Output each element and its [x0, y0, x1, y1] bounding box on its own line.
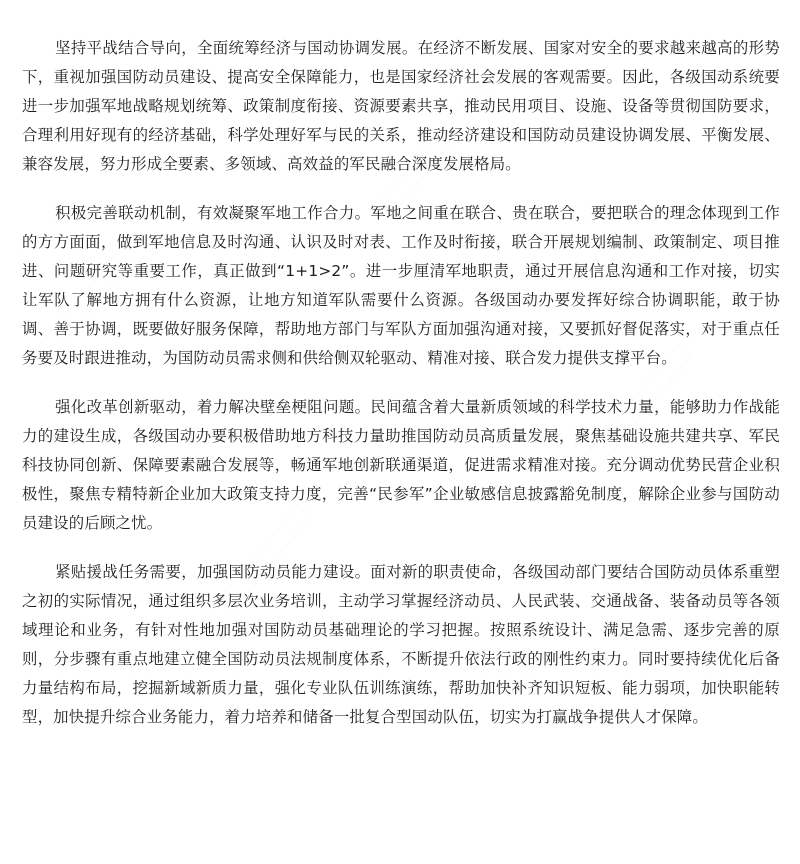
paragraph-peacetime-wartime-integration: 坚持平战结合导向，全面统筹经济与国动协调发展。在经济不断发展、国家对安全的要求越来越高的形势下，重视加强国防动员建设、提高安全保障能力，也是国家经济社会发展的客观需要。因此，各级国动系统要进一步加强军地战略规划统筹、政策制度衔接、资源要素共享，推动民用项目、设施、设备等贯彻国防要求，合理利用好现有的经济基础，科学处理好军与民的关系，推动经济建设和国防动员建设协调发展、平衡发展、兼容发展，努力形成全要素、多领域、高效益的军民融合深度发展格局。 [22, 39, 780, 173]
paragraph-linkage-mechanism: 积极完善联动机制，有效凝聚军地工作合力。军地之间重在联合、贵在联合，要把联合的理念体现到工作的方方面面，做到军地信息及时沟通、认识及时对表、工作及时衔接，联合开展规划编制、政策制定、项目推进、问题研究等重要工作，真正做到“1+1>2”。进一步厘清军地职责，通过开展信息沟通和工作对接，切实让军队了解地方拥有什么资源，让地方知道军队需要什么资源。各级国动办要发挥好综合协调职能，敢于协调、善于协调，既要做好服务保障，帮助地方部门与军队方面加强沟通对接，又要抓好督促落实，对于重点任务要及时跟进推动，为国防动员需求侧和供给侧双轮驱动、精准对接、联合发力提供支撑平台。 [22, 204, 780, 367]
paragraph-reform-innovation: 强化改革创新驱动，着力解决壁垒梗阻问题。民间蕴含着大量新质领域的科学技术力量，能够助力作战能力的建设生成，各级国动办要积极借助地方科技力量助推国防动员高质量发展，聚焦基础设施共建共享、军民科技协同创新、保障要素融合发展等，畅通军地创新联通渠道，促进需求精准对接。充分调动优势民营企业积极性，聚焦专精特新企业加大政策支持力度，完善“民参军”企业敏感信息披露豁免制度，解除企业参与国防动员建设的后顾之忧。 [22, 398, 780, 532]
document-body [22, 34, 780, 752]
paragraph-capability-building: 紧贴援战任务需要，加强国防动员能力建设。面对新的职责使命，各级国动部门要结合国防动员体系重塑之初的实际情况，通过组织多层次业务培训，主动学习掌握经济动员、人民武装、交通战备、装备动员等各领域理论和业务，有针对性地加强对国防动员基础理论的学习把握。按照系统设计、满足急需、逐步完善的原则，分步骤有重点地建立健全国防动员法规制度体系，不断提升依法行政的刚性约束力。同时要持续优化后备力量结构布局，挖掘新域新质力量，强化专业队伍训练演练，帮助加快补齐知识短板、能力弱项，加快职能转型，加快提升综合业务能力，着力培养和储备一批复合型国动队伍，切实为打赢战争提供人才保障。 [22, 563, 780, 726]
